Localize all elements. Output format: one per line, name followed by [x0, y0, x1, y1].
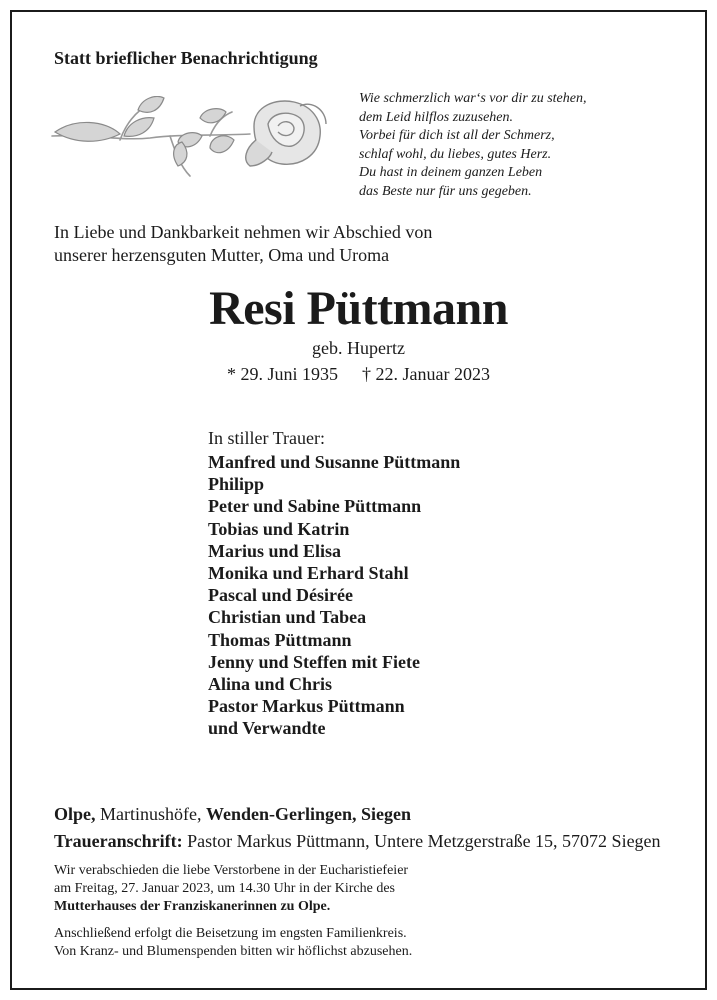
mourner-entry: Philipp — [208, 474, 265, 495]
rose-illustration-icon — [50, 96, 330, 196]
place-martinushoefe: Martinushöfe, — [95, 804, 206, 824]
poem-line: Du hast in deinem ganzen Leben — [359, 165, 543, 181]
intro-text — [54, 221, 432, 266]
places-line — [54, 804, 411, 825]
place-olpe: Olpe, — [54, 804, 96, 824]
mourner-entry: Pastor Markus Püttmann — [208, 696, 405, 717]
service-line: am Freitag, 27. Januar 2023, um 14.30 Uhr in der Kirche des — [54, 881, 395, 896]
mourner-entry: Marius und Elisa — [208, 540, 342, 561]
intro-line: unserer herzensguten Mutter, Oma und Uroma — [54, 244, 390, 265]
birth-name: geb. Hupertz — [312, 338, 405, 358]
mourner-entry: Tobias und Katrin — [208, 518, 350, 539]
poem-line: schlaf wohl, du liebes, gutes Herz. — [359, 146, 552, 162]
poem-line: Vorbei für dich ist all der Schmerz, — [359, 128, 555, 144]
closing-info — [54, 925, 412, 961]
mourner-entry: und Verwandte — [208, 718, 326, 739]
notice-header: Statt brieflicher Benachrichtigung — [54, 48, 318, 68]
service-info — [54, 862, 408, 916]
poem-line: dem Leid hilflos zuzusehen. — [359, 109, 513, 125]
closing-line: Anschließend erfolgt die Beisetzung im engsten Familienkreis. — [54, 926, 407, 941]
closing-line: Von Kranz- und Blumenspenden bitten wir höflichst abzusehen. — [54, 944, 413, 959]
mourner-entry: Monika und Erhard Stahl — [208, 563, 409, 584]
mourner-entry: Manfred und Susanne Püttmann — [208, 452, 461, 472]
mourner-entry: Peter und Sabine Püttmann — [208, 496, 422, 517]
deceased-name: Resi Püttmann — [209, 282, 508, 335]
poem-line: Wie schmerzlich war‘s vor dir zu stehen, — [359, 91, 587, 106]
mourner-entry: Christian und Tabea — [208, 607, 367, 628]
service-line: Wir verabschieden die liebe Verstorbene in der Eucharistiefeier — [54, 863, 409, 878]
mourners-label: In stiller Trauer: — [208, 428, 325, 448]
mourner-entry: Thomas Püttmann — [208, 629, 352, 650]
life-dates — [0, 364, 717, 385]
poem — [359, 90, 586, 202]
intro-line: In Liebe und Dankbarkeit nehmen wir Abschied von — [54, 222, 433, 242]
service-line: Mutterhauses der Franziskanerinnen zu Olpe. — [54, 899, 331, 914]
birth-date: * 29. Juni 1935 — [227, 364, 339, 384]
mourning-address — [54, 831, 661, 852]
address-label: Traueranschrift: — [54, 831, 183, 851]
mourner-entry: Alina und Chris — [208, 674, 333, 695]
poem-line: das Beste nur für uns gegeben. — [359, 183, 532, 199]
death-date: † 22. Januar 2023 — [362, 364, 490, 384]
mourner-entry: Pascal und Désirée — [208, 585, 353, 606]
mourner-entry: Jenny und Steffen mit Fiete — [208, 651, 420, 672]
address-value: Pastor Markus Püttmann, Untere Metzgerstraße 15, 57072 Siegen — [182, 831, 661, 851]
place-wenden-siegen: Wenden-Gerlingen, Siegen — [206, 804, 412, 824]
mourners-list — [208, 451, 460, 740]
